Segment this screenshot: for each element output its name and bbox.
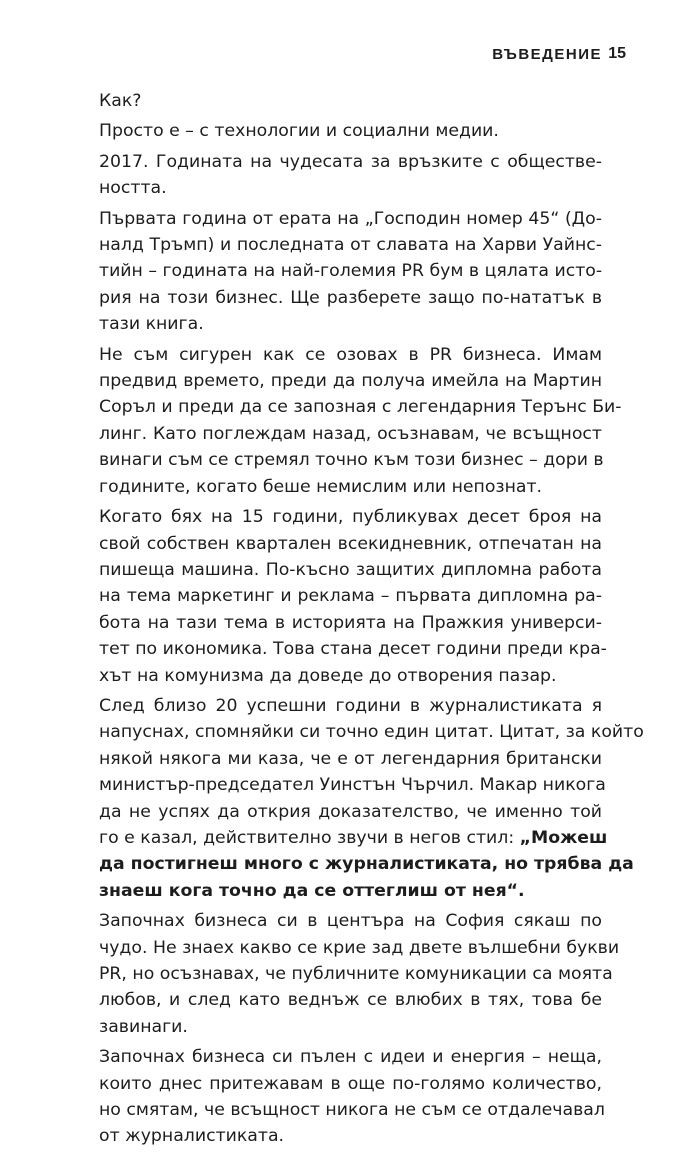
text-line: Соръл и преди да се запозная с легендарния Терънс Би- xyxy=(99,397,622,418)
text-line: Когато бях на 15 години, публикувах десет броя на xyxy=(99,507,602,528)
text-line: тийн – годината на най-големия PR бум в цялата исто- xyxy=(99,261,603,282)
paragraph xyxy=(99,88,602,114)
body-text xyxy=(99,88,644,1154)
text-line: PR, но осъзнавах, че публичните комуникации са моята xyxy=(99,964,613,984)
text-line: ността. xyxy=(99,178,167,199)
text-line: Първата година от ерата на „Господин номер 45“ (До- xyxy=(99,208,602,229)
text-line-mixed xyxy=(99,825,608,851)
paragraph xyxy=(99,504,607,689)
paragraph xyxy=(99,206,602,338)
text-line: След близо 20 успешни години в журналистиката я xyxy=(99,695,602,716)
churchill-quote-line: знаеш кога точно да се оттеглиш от нея“. xyxy=(99,880,525,901)
paragraph xyxy=(99,693,644,904)
text-line: линг. Като поглеждам назад, осъзнавам, че всъщност xyxy=(99,423,602,444)
text-line: свой собствен квартален всекидневник, отпечатан на xyxy=(99,533,602,554)
text-line: 2017. Годината на чудесата за връзките с обществе- xyxy=(99,151,602,172)
text-line: чудо. Не знаех какво се крие зад двете вълшебни букви xyxy=(99,937,620,958)
paragraph xyxy=(99,1044,605,1150)
text-line: от журналистиката. xyxy=(99,1126,285,1147)
churchill-quote-start: „Можеш xyxy=(519,827,608,848)
text-line: на тема маркетинг и реклама – първата дипломна ра- xyxy=(99,586,602,607)
text-line: завинаги. xyxy=(99,1016,188,1037)
text-line: напуснах, спомняйки си точно един цитат. Цитат, за който xyxy=(99,722,644,743)
text-line: любов, и след като веднъж се влюбих в тях, това бе xyxy=(99,990,602,1011)
paragraph xyxy=(99,118,602,144)
text-fragment: го е казал, действително звучи в негов стил: xyxy=(99,827,520,848)
text-line: годините, когато беше немислим или непознат. xyxy=(99,476,543,497)
paragraph xyxy=(99,342,622,500)
text-line: предвид времето, преди да получа имейла на Мартин xyxy=(99,371,602,392)
churchill-quote-line: да постигнеш много с журналистиката, но трябва да xyxy=(99,854,634,875)
text-line: министър-председател Уинстън Чърчил. Макар никога xyxy=(99,775,606,796)
text-line: тази книга. xyxy=(99,314,204,335)
text-line: Как? xyxy=(99,91,142,111)
paragraph xyxy=(99,908,620,1040)
text-line: но смятам, че всъщност никога не съм се отдалечавал xyxy=(99,1100,605,1121)
text-line: да не успях да открия доказателство, че именно той xyxy=(99,801,602,822)
text-line: които днес притежавам в още по-голямо количество, xyxy=(99,1073,602,1094)
text-line: Започнах бизнеса си пълен с идеи и енергия – неща, xyxy=(99,1047,602,1068)
text-line: хът на комунизма да доведе до отворения пазар. xyxy=(99,665,557,686)
text-line: Просто е – с технологии и социални медии. xyxy=(99,121,499,142)
page-number: 15 xyxy=(608,45,626,62)
running-head-title: ВЪВЕДЕНИЕ xyxy=(492,46,602,63)
text-line: Не съм сигурен как се озовах в PR бизнеса. Имам xyxy=(99,344,602,365)
text-line: рия на този бизнес. Ще разберете защо по-нататък в xyxy=(99,287,602,308)
text-line: винаги съм се стремял точно към този бизнес – дори в xyxy=(99,450,604,471)
text-line: пишеща машина. По-късно защитих дипломна работа xyxy=(99,559,602,580)
paragraph xyxy=(99,149,602,202)
text-line: бота на тази тема в историята на Пражкия универси- xyxy=(99,612,602,633)
text-line: Започнах бизнеса си в центъра на София сякаш по xyxy=(99,911,602,932)
text-line: тет по икономика. Това стана десет години преди кра- xyxy=(99,639,607,660)
text-line: налд Тръмп) и последната от славата на Харви Уайнс- xyxy=(99,235,602,256)
text-line: някой някога ми каза, че е от легендарния британски xyxy=(99,748,602,769)
